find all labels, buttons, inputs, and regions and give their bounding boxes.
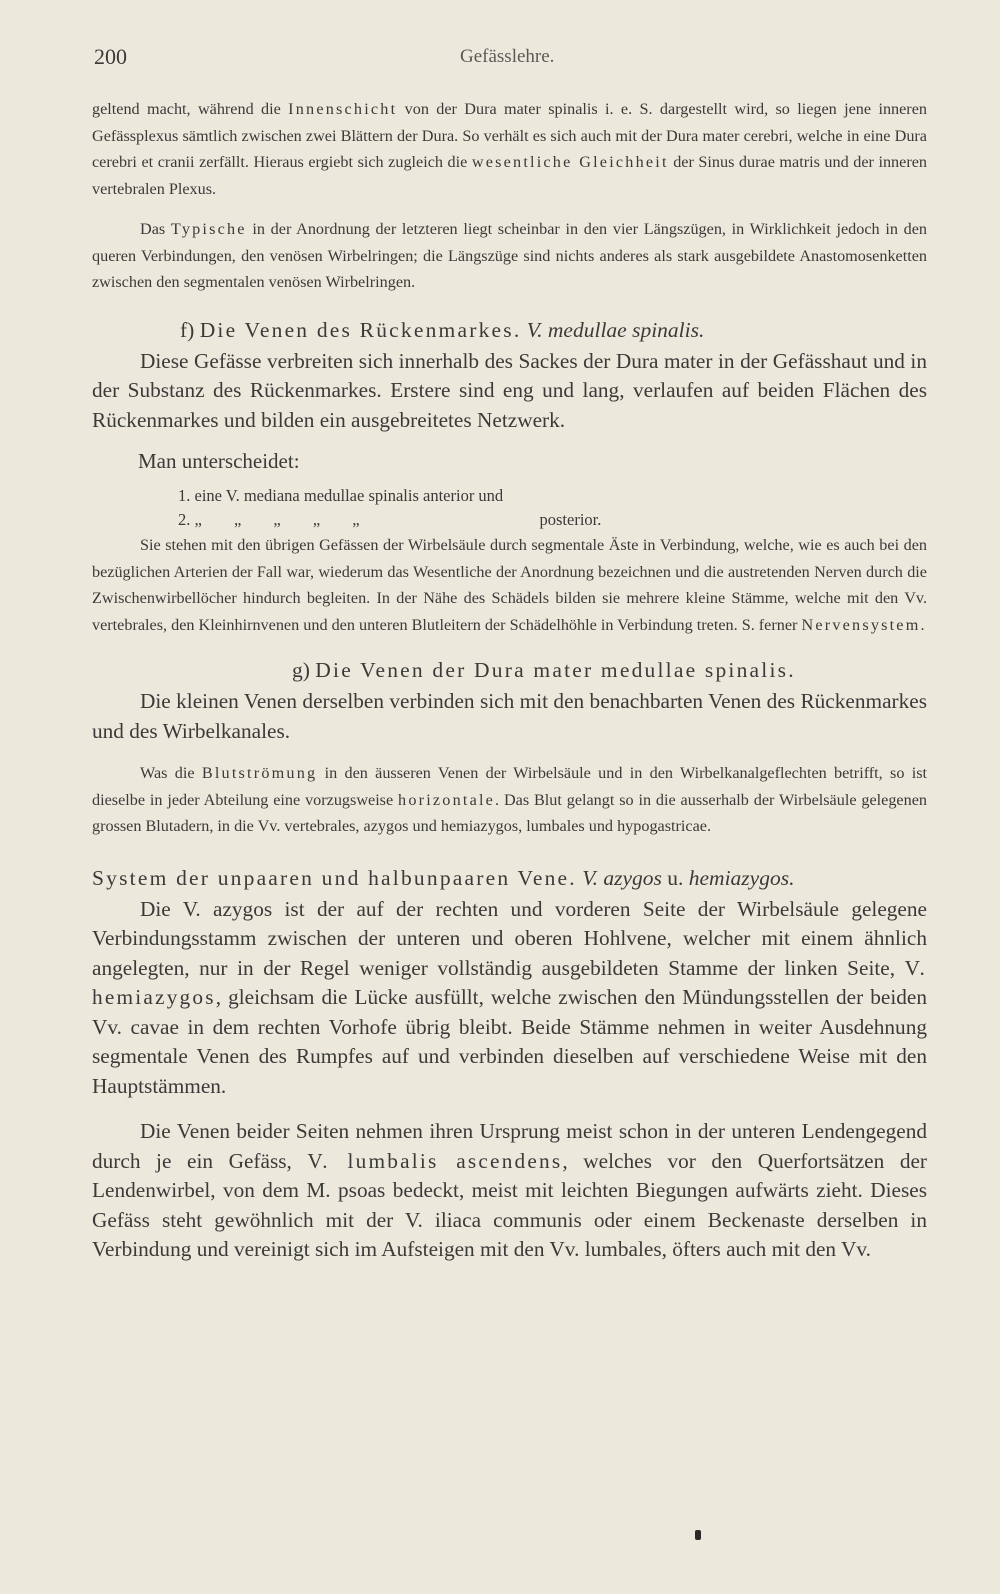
paragraph-2 xyxy=(92,216,927,296)
paragraph-4 xyxy=(92,532,927,638)
text: in den äusseren Venen der Wirbelsäule und in den Wirbelkanalgeflechten betrifft, so ist dieselbe in jeder Abteilung eine vorzugsweise xyxy=(92,764,928,809)
page-body xyxy=(92,96,927,1265)
running-title: Gefässlehre. xyxy=(460,46,555,67)
text: , welches vor den Querfortsätzen der Lendenwirbel, von dem M. psoas bedeckt, meist mit leichten Biegungen aufwärts zieht. Dieses Gefäss steht gewöhnlich mit der V. iliaca communis oder einem Beckenaste derselben in Verbindung und vereinigt sich im Aufsteigen mit den Vv. lumbales, öfters auch mit den Vv. xyxy=(92,1148,928,1261)
heading-prefix: g) xyxy=(292,658,316,682)
list-number: 2. xyxy=(178,510,191,529)
text: Die V. azygos ist der auf der rechten und vorderen Seite der Wirbelsäule gelegene Verbindungsstamm zwischen der unteren und oberen Hohlvene, welcher mit einem ähnlich angelegten, nur in der Regel weniger vollständig ausgebildeten Stamme der linken Seite, xyxy=(92,896,927,980)
page-header xyxy=(94,44,910,74)
spaced-term: Typische xyxy=(170,220,247,238)
text: . Das Blut gelangt so in die ausserhalb der Wirbelsäule gelegenen grossen Blutadern, in die Vv. vertebrales, azygos und hemiazygos, lumbales und hypogastricae. xyxy=(92,790,927,835)
subheading: Man unterscheidet: xyxy=(138,449,300,473)
paragraph-7 xyxy=(92,895,927,1102)
paragraph-1 xyxy=(92,96,927,202)
section-heading-g xyxy=(292,658,927,683)
heading-text: u. xyxy=(661,865,689,890)
text: in der Anordnung der letzteren liegt scheinbar in den vier Längszügen, in Wirklichkeit jedoch in den queren Verbindungen, den venösen Wirbelringen; die Längszüge sind nichts anderes als stark ausgebildete Anastomosenketten zwischen den segmentalen venösen Wirbelringen. xyxy=(92,220,927,291)
heading-italic: hemiazygos. xyxy=(688,865,795,890)
ink-mark xyxy=(695,1530,701,1540)
text: Das xyxy=(140,220,171,238)
spaced-term: Innenschicht xyxy=(288,100,398,118)
spaced-term: Nervensystem xyxy=(801,615,921,634)
text: geltend macht, während die xyxy=(92,100,289,118)
spaced-term: wesentliche Gleichheit xyxy=(471,153,669,171)
page-number: 200 xyxy=(94,44,127,69)
section-heading-f xyxy=(180,318,927,343)
section-heading-system xyxy=(92,866,927,891)
heading-italic: V. azygos xyxy=(582,865,662,890)
text: der Sinus durae matris und der inneren vertebralen Plexus. xyxy=(92,153,927,198)
text: von der Dura mater spinalis i. e. S. dargestellt wird, so liegen jene inneren Gefässplexus sämtlich zwischen zwei Blättern der Dura. So verhält es sich auch mit der Dura mater cerebri, welche in eine Dura cerebri et cranii zerfällt. Hieraus ergiebt sich zugleich die xyxy=(92,100,927,171)
paragraph-5: Die kleinen Venen derselben verbinden sich mit den benachbarten Venen des Rückenmarkes und des Wirbelkanales. xyxy=(92,689,927,743)
paragraph-8 xyxy=(92,1117,927,1265)
spaced-term: horizontale xyxy=(398,790,496,809)
heading-prefix: f) xyxy=(180,317,200,342)
spaced-term: V. lumbalis ascendens xyxy=(307,1148,563,1173)
heading-spaced: System der unpaaren und halbunpaaren Vene. xyxy=(92,865,577,890)
heading-spaced: Die Venen des Rückenmarkes. xyxy=(199,317,522,342)
ditto-marks: „ „ „ „ „ xyxy=(194,510,374,529)
text: . xyxy=(920,615,925,634)
text: Die Venen beider Seiten nehmen ihren Ursprung meist schon in der unteren Lendengegend durch je ein Gefäss, xyxy=(92,1119,927,1173)
spaced-term: Blutströmung xyxy=(201,764,318,782)
heading-italic: V. medullae spinalis. xyxy=(526,317,705,342)
spaced-term: V. hemiazygos xyxy=(92,955,927,1009)
heading-spaced: Die Venen der Dura mater medullae spinalis. xyxy=(315,658,796,682)
list-item-2 xyxy=(178,508,927,532)
paragraph-3: Diese Gefässe verbreiten sich innerhalb des Sackes der Dura mater in der Gefässhaut und in der Substanz des Rückenmarkes. Erstere sind eng und lang, verlaufen auf beiden Flächen des Rückenmarkes und bilden ein ausgebreitetes Netzwerk. xyxy=(92,348,927,432)
list-text: posterior. xyxy=(539,510,602,529)
text: Was die xyxy=(140,764,202,782)
text: , gleichsam die Lücke ausfüllt, welche zwischen den Mündungsstellen der beiden Vv. cavae in dem rechten Vorhofe übrig bleibt. Beide Stämme nehmen in weiter Ausdehnung segmentale Venen des Rumpfes auf und verbinden dieselben auf verschiedene Weise mit den Hauptstämmen. xyxy=(92,985,927,1098)
list-item-1: 1. eine V. mediana medullae spinalis anterior und xyxy=(178,486,504,505)
text: Sie stehen mit den übrigen Gefässen der Wirbelsäule durch segmentale Äste in Verbindung, welche, wie es auch bei den bezüglichen Arterien der Fall war, wiederum das Wesentliche der Anordnung bezeichnen und die austretenden Nerven durch die Zwischenwirbellöcher hindurch begleiten. In der Nähe des Schädels bilden sie mehrere kleine Stämme, welche mit den Vv. vertebrales, den Kleinhirnvenen und den unteren Blutleitern der Schädelhöhle in Verbindung treten. S. ferner xyxy=(92,536,927,634)
paragraph-6 xyxy=(92,760,927,840)
